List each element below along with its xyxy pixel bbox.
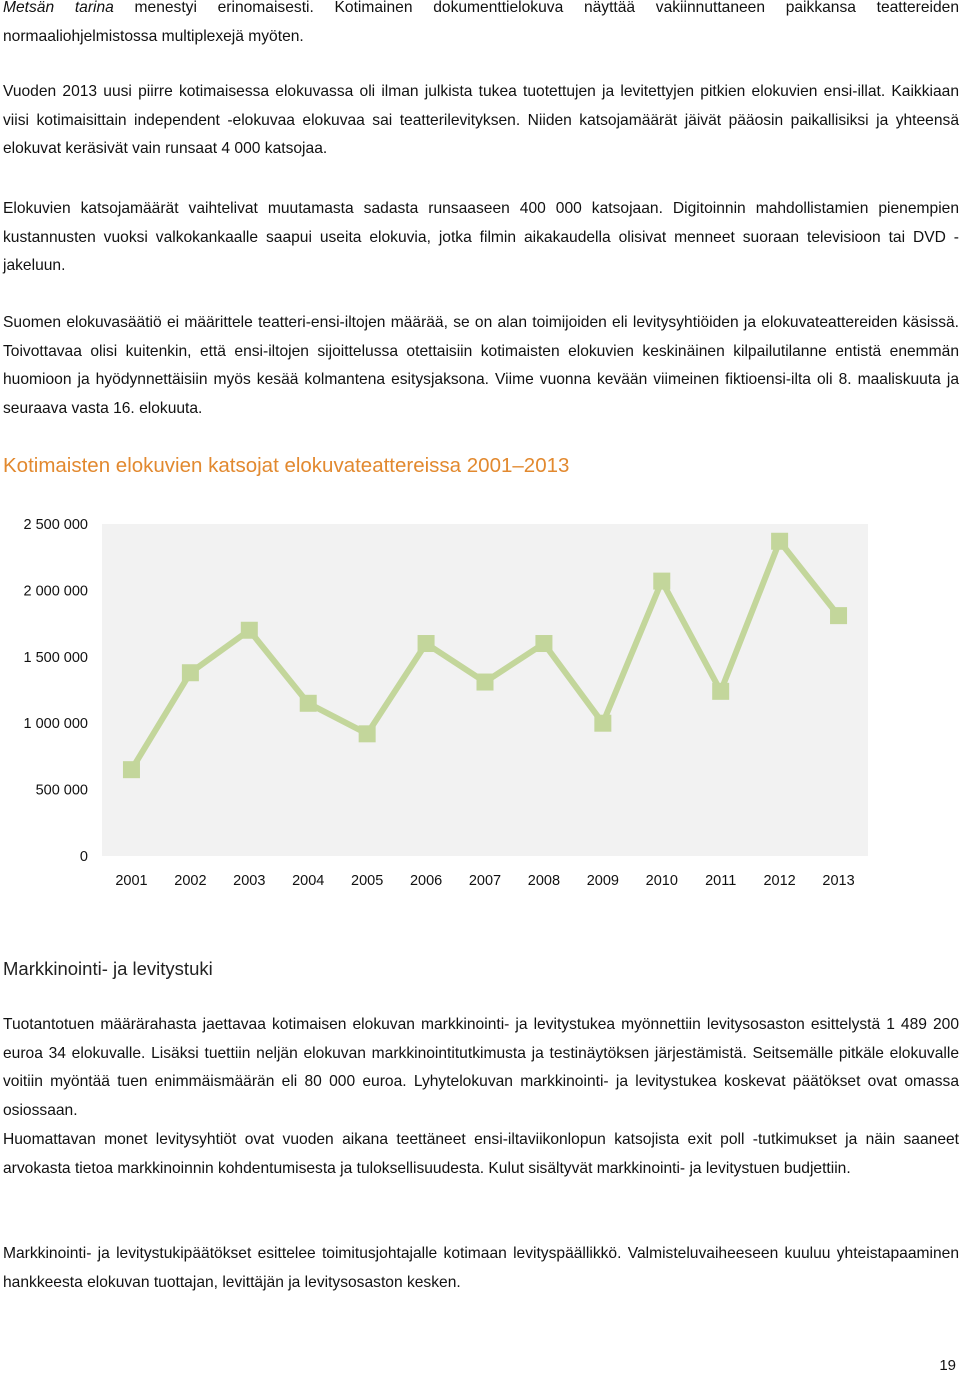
x-tick-label: 2009 (586, 873, 619, 889)
data-point-marker (830, 607, 847, 624)
intro-paragraph (3, 0, 959, 51)
data-point-marker (712, 683, 729, 700)
y-tick-label: 2 000 000 (23, 583, 88, 600)
data-point-marker (418, 635, 435, 652)
attendance-line-chart (0, 500, 960, 900)
film-title: Metsän tarina (3, 0, 114, 16)
x-tick-label: 2005 (351, 873, 384, 889)
data-point-marker (182, 664, 199, 681)
exit-poll-text: Huomattavan monet levitysyhtiöt ovat vuoden aikana teettäneet ensi-iltaviikonlopun katsojista exit poll -tutkimukset ja näin saaneet arvokasta tietoa markkinoinnin kohdentumisesta ja tuloksellisuudesta. Kulut sisältyvät markkinointi- ja levitystuen budjettiin. (3, 1130, 959, 1177)
x-tick-label: 2006 (409, 873, 443, 889)
x-tick-label: 2012 (763, 873, 796, 889)
x-tick-label: 2010 (645, 873, 678, 889)
x-tick-label: 2001 (115, 873, 148, 889)
x-tick-label: 2008 (527, 873, 561, 889)
y-tick-label: 1 000 000 (23, 716, 88, 733)
data-point-marker (535, 635, 552, 652)
decision-process-paragraph: Markkinointi- ja levitystukipäätökset esittelee toimitusjohtajalle kotimaan levityspäällikkö. Valmisteluvaiheeseen kuuluu yhteistapaaminen hankkeesta elokuvan tuottajan, levittäjän ja levitysosaston kesken. (3, 1245, 959, 1291)
marketing-support-text: Tuotantotuen määrärahasta jaettavaa kotimaisen elokuvan markkinointi- ja levitystukea myönnettiin levitysosaston esittelystä 1 489 200 euroa 34 elokuvalle. Lisäksi tuettiin neljän elokuvan markkinointitutkimusta ja testinäytöksen järjestämistä. Seitsemälle pitkäle elokuvalle voitiin myöntää tuen enimmäismäärän eli 80 000 euroa. Lyhytelokuvan markkinointi- ja levitystukea koskevat päätökset ovat omassa osiossaan. (3, 1016, 959, 1120)
data-point-marker (123, 761, 140, 778)
premiere-scheduling-paragraph: Suomen elokuvasäätiö ei määrittele teatteri-ensi-iltojen määrää, se on alan toimijoiden eli levitysyhtiöiden ja elokuvateattereiden käsissä. Toivottavaa olisi kuitenkin, että ensi-iltojen sijoittelussa otettaisiin kotimaisten elokuvien keskinäinen kilpailutilanne entistä enemmän huomioon ja hyödynnettäisiin myös kesää kolmantena esitysjaksona. Viime vuonna kevään viimeinen fiktioensi-ilta oli 8. maaliskuuta ja seuraava vasta 16. elokuuta. (3, 314, 959, 418)
y-tick-label: 500 000 (35, 782, 88, 799)
x-tick-label: 2002 (174, 873, 207, 889)
y-tick-label: 0 (79, 849, 88, 865)
x-tick-label: 2007 (468, 873, 502, 889)
chart-title: Kotimaisten elokuvien katsojat elokuvateattereissa 2001–2013 (3, 454, 570, 477)
data-point-marker (771, 533, 788, 550)
data-point-marker (359, 725, 376, 742)
y-tick-label: 1 500 000 (23, 649, 88, 666)
x-tick-label: 2004 (292, 873, 325, 889)
x-tick-label: 2003 (233, 873, 266, 889)
data-point-marker (477, 674, 494, 691)
data-point-marker (594, 715, 611, 732)
section-heading: Markkinointi- ja levitystuki (3, 958, 213, 979)
page-number: 19 (939, 1357, 956, 1374)
independent-films-paragraph: Vuoden 2013 uusi piirre kotimaisessa elokuvassa oli ilman julkista tukea tuotettujen ja levitettyjen pitkien elokuvien ensi-illat. Kaikkiaan viisi kotimaisittain independent -elokuvaa elokuvaa sai teatterilevityksen. Niiden katsojamäärät jäivät pääosin paikallisiksi ja yhteensä elokuvat keräsivät vain runsaat 4 000 katsojaa. (3, 83, 959, 158)
x-tick-label: 2013 (822, 873, 855, 889)
y-tick-label: 2 500 000 (23, 517, 88, 533)
data-point-marker (300, 695, 317, 712)
data-point-marker (653, 573, 670, 590)
audience-range-paragraph: Elokuvien katsojamäärät vaihtelivat muutamasta sadasta runsaaseen 400 000 katsojaan. Digitoinnin mahdollistamien pienempien kustannusten vuoksi valkokankaalle saapui useita elokuvia, jotka filmin aikakaudella olisivat menneet suoraan televisioon tai DVD -jakeluun. (3, 200, 959, 275)
intro-paragraph-text: menestyi erinomaisesti. Kotimainen dokumenttielokuva näyttää vakiinnuttaneen paikkansa teattereiden normaaliohjelmistossa multiplexejä myöten. (3, 0, 959, 45)
x-tick-label: 2011 (705, 873, 737, 889)
marketing-support-paragraph (3, 1011, 959, 1183)
data-point-marker (241, 622, 258, 639)
